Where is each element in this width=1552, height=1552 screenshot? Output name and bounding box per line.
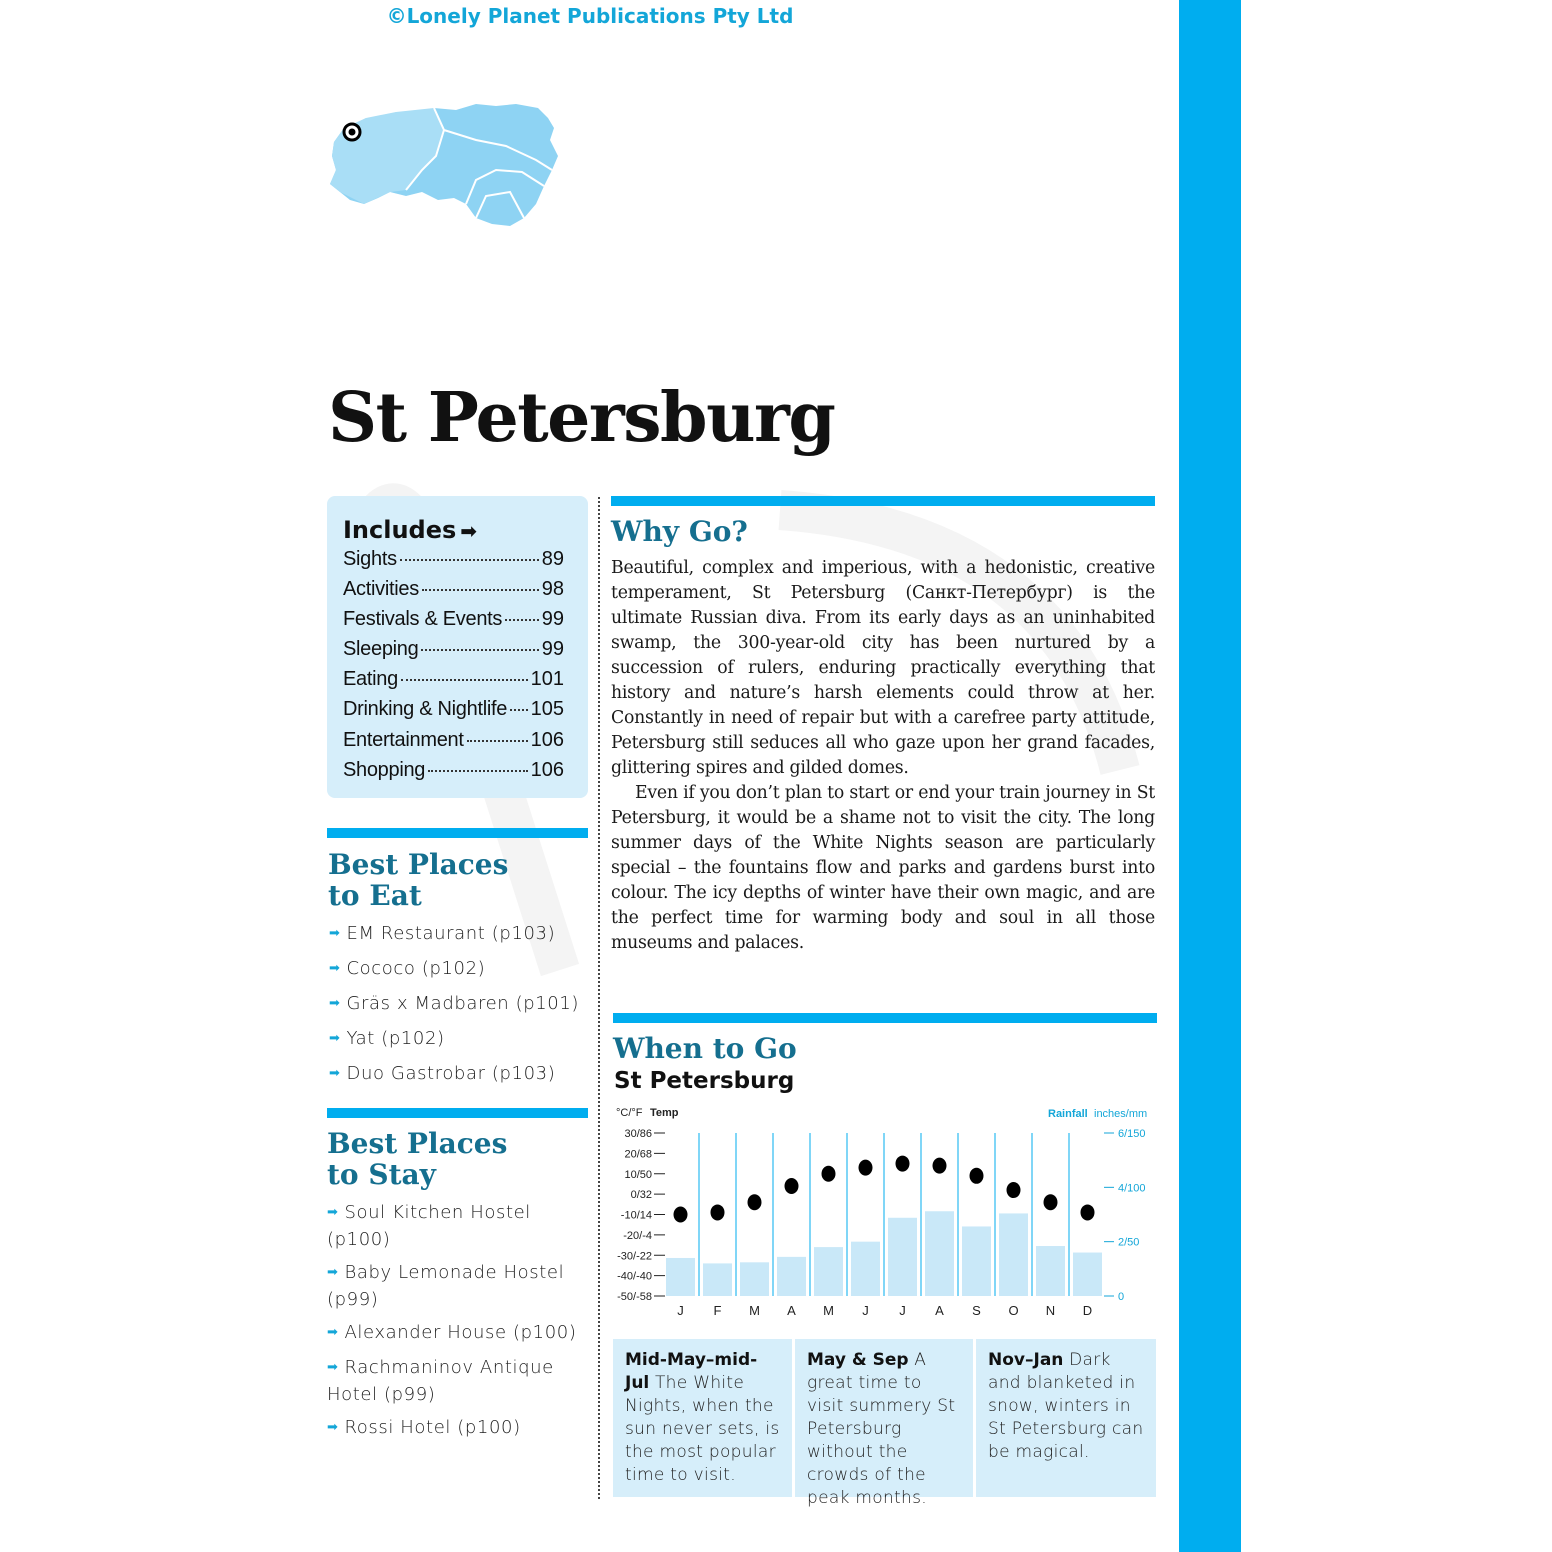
temp-dot	[896, 1156, 910, 1172]
includes-heading	[343, 516, 564, 544]
list-item[interactable]	[327, 1200, 591, 1252]
temp-tick-label: 20/68	[624, 1148, 652, 1161]
temp-dot	[1081, 1204, 1095, 1220]
temp-dot	[1044, 1194, 1058, 1210]
why-go-paragraph: Beautiful, complex and imperious, with a hedonistic, creative temperament, St Petersburg (Санкт-Петербург) is the ultimate Russian diva. From its early days as an uninhabited swamp, the 300-year-old city has been nurtured by a succession of rulers, enduring practically everything that history and nature’s harsh elements could throw at her. Constantly in need of repair but with a carefree party attitude, Petersburg still seduces all who gaze upon her grand facades, glittering spires and gilded domes.	[611, 558, 1155, 778]
temp-tick-label: -50/-58	[617, 1291, 652, 1303]
temp-tick-label: -40/-40	[617, 1270, 652, 1283]
leader-dots	[400, 559, 539, 561]
column-divider	[598, 497, 600, 1499]
rain-tick-label: 6/150	[1118, 1128, 1146, 1140]
rainfall-bar	[1036, 1246, 1065, 1296]
month-label: D	[1082, 1303, 1093, 1318]
includes-item[interactable]	[343, 578, 564, 608]
leader-dots	[505, 619, 539, 621]
arrow-bullet-icon: ➡	[327, 1265, 339, 1280]
temp-tick-label: 10/50	[624, 1168, 652, 1181]
list-item-text: Duo Gastrobar (p103)	[346, 1063, 556, 1084]
section-rule	[613, 1013, 1157, 1023]
arrow-right-icon: ➡	[460, 519, 478, 543]
includes-item-page: 106	[530, 728, 564, 751]
temp-dot	[859, 1160, 873, 1176]
includes-item-label: Sleeping	[343, 638, 419, 661]
leader-dots	[467, 740, 528, 742]
month-label: J	[862, 1303, 869, 1318]
season-title: Nov–Jan	[988, 1350, 1064, 1370]
list-item-text: Gräs x Madbaren (p101)	[346, 993, 580, 1014]
temp-tick-label: -10/14	[620, 1209, 652, 1222]
chart-layer	[616, 1107, 1147, 1318]
when-to-go-heading: When to Go	[613, 1032, 797, 1065]
list-item[interactable]	[327, 1260, 591, 1312]
temp-dot	[933, 1158, 947, 1174]
month-label: N	[1045, 1303, 1056, 1318]
month-label: A	[935, 1303, 944, 1318]
temp-tick-label: -20/-4	[623, 1229, 652, 1242]
temp-tick-label: 30/86	[624, 1128, 652, 1140]
list-item-text: Soul Kitchen Hostel (p100)	[327, 1202, 531, 1250]
best-stay-list	[327, 1200, 591, 1442]
season-title: May & Sep	[807, 1350, 909, 1370]
rainfall-bar	[703, 1263, 732, 1296]
russia-locator-map	[326, 100, 562, 232]
temp-axis-label: Temp	[650, 1107, 679, 1119]
why-go-paragraph: Even if you don’t plan to start or end your train journey in St Petersburg, it would be a shame not to visit the city. The long summer days of the White Nights season are particularly special – the fountains flow and parks and gardens burst into colour. The icy depths of winter have their own magic, and are the perfect time for warming body and soul in all those museums and palaces.	[611, 783, 1155, 953]
section-rule	[327, 828, 588, 838]
includes-item[interactable]	[343, 759, 564, 789]
rain-tick-label: 4/100	[1118, 1182, 1146, 1195]
leader-dots	[422, 589, 539, 591]
rain-axis-label: Rainfall	[1048, 1108, 1088, 1120]
month-label: J	[899, 1303, 906, 1318]
list-item[interactable]	[329, 1061, 591, 1088]
month-label: S	[972, 1303, 981, 1318]
season-box	[613, 1339, 792, 1497]
rainfall-bar	[888, 1218, 917, 1296]
arrow-bullet-icon: ➡	[329, 961, 341, 976]
list-item-text: EM Restaurant (p103)	[346, 923, 556, 944]
season-text: A great time to visit summery St Petersburg without the crowds of the peak months.	[807, 1350, 956, 1508]
list-item-text: Rossi Hotel (p100)	[344, 1417, 521, 1438]
why-go-body	[611, 556, 1155, 956]
rainfall-bar	[851, 1242, 880, 1296]
chart-city-label: St Petersburg	[614, 1068, 795, 1094]
list-item-text: Rachmaninov Antique Hotel (p99)	[327, 1357, 554, 1405]
heading-line: to Stay	[327, 1158, 436, 1191]
temp-dot	[748, 1194, 762, 1210]
includes-item-page: 106	[530, 758, 564, 781]
rain-axis-unit: inches/mm	[1094, 1108, 1148, 1120]
climate-chart	[606, 1100, 1162, 1322]
includes-item-page: 105	[530, 698, 564, 721]
temp-dot	[970, 1168, 984, 1184]
month-label: A	[787, 1303, 796, 1318]
list-item-text: Cococo (p102)	[346, 958, 486, 979]
season-box	[976, 1339, 1156, 1497]
temp-dot	[711, 1204, 725, 1220]
leader-dots	[421, 649, 538, 651]
temp-tick-label: -30/-22	[617, 1250, 652, 1263]
season-text: The White Nights, when the sun never sets, is the most popular time to visit.	[625, 1373, 780, 1485]
temp-tick-label: 0/32	[630, 1189, 652, 1202]
includes-item-label: Entertainment	[343, 728, 464, 751]
month-label: M	[749, 1303, 760, 1318]
list-item[interactable]	[327, 1355, 591, 1407]
season-text: Dark and blanketed in snow, winters in St Petersburg can be magical.	[988, 1350, 1144, 1462]
includes-item-label: Drinking & Nightlife	[343, 698, 508, 721]
arrow-bullet-icon: ➡	[327, 1420, 339, 1435]
side-color-bar	[1179, 0, 1241, 1552]
arrow-bullet-icon: ➡	[329, 1031, 341, 1046]
includes-item[interactable]	[343, 638, 564, 668]
temp-axis-unit: °C/°F	[616, 1107, 643, 1119]
includes-heading-label: Includes	[343, 516, 457, 544]
includes-item[interactable]	[343, 608, 564, 638]
rainfall-bar	[962, 1226, 991, 1296]
list-item[interactable]	[327, 1415, 591, 1442]
includes-item-label: Activities	[343, 578, 419, 601]
includes-item-page: 99	[541, 638, 564, 661]
list-item[interactable]	[329, 921, 591, 948]
section-rule	[327, 1108, 588, 1118]
includes-item[interactable]	[343, 548, 564, 578]
temp-dot	[1007, 1182, 1021, 1198]
list-item-text: Baby Lemonade Hostel (p99)	[327, 1262, 565, 1310]
includes-item[interactable]	[343, 698, 564, 728]
rainfall-bar	[814, 1247, 843, 1296]
arrow-bullet-icon: ➡	[329, 1066, 341, 1081]
includes-item-label: Eating	[343, 668, 398, 691]
includes-box	[327, 496, 588, 798]
includes-item-label: Shopping	[343, 758, 426, 781]
list-item[interactable]	[329, 956, 591, 983]
best-stay-heading	[327, 1128, 507, 1190]
arrow-bullet-icon: ➡	[327, 1205, 339, 1220]
best-eat-list	[329, 921, 591, 1088]
includes-item-label: Sights	[343, 548, 397, 570]
arrow-bullet-icon: ➡	[327, 1325, 339, 1340]
includes-list	[343, 548, 564, 789]
leader-dots	[510, 709, 528, 711]
copyright-notice: ©Lonely Planet Publications Pty Ltd	[386, 4, 794, 28]
list-item[interactable]	[327, 1320, 591, 1347]
rainfall-bar	[666, 1258, 695, 1296]
heading-line: Best Places	[328, 848, 509, 881]
includes-item-page: 89	[541, 548, 564, 570]
leader-dots	[401, 679, 528, 681]
temp-dot	[785, 1178, 799, 1194]
arrow-bullet-icon: ➡	[327, 1360, 339, 1375]
page-title: St Petersburg	[328, 378, 835, 458]
heading-line: Best Places	[327, 1127, 508, 1160]
rainfall-bar	[777, 1257, 806, 1296]
month-label: J	[677, 1303, 684, 1318]
rainfall-bar	[740, 1262, 769, 1296]
why-go-heading: Why Go?	[611, 515, 748, 548]
rain-tick-label: 0	[1118, 1291, 1125, 1303]
list-item[interactable]	[329, 1026, 591, 1053]
leader-dots	[428, 770, 528, 772]
rainfall-bar	[999, 1213, 1028, 1296]
includes-item-page: 98	[541, 578, 564, 601]
section-rule	[611, 496, 1155, 506]
rain-tick-label: 2/50	[1118, 1236, 1140, 1249]
rainfall-bar	[1073, 1253, 1102, 1296]
month-label: O	[1008, 1303, 1019, 1318]
includes-item[interactable]	[343, 729, 564, 759]
arrow-bullet-icon: ➡	[329, 926, 341, 941]
best-eat-heading	[328, 849, 508, 911]
season-title: Mid-May–mid-Jul	[625, 1350, 758, 1393]
temp-dot	[822, 1166, 836, 1182]
list-item-text: Alexander House (p100)	[344, 1322, 577, 1343]
list-item[interactable]	[329, 991, 591, 1018]
month-label: M	[823, 1303, 834, 1318]
month-label: F	[713, 1303, 722, 1318]
rainfall-bar	[925, 1211, 954, 1296]
temp-dot	[674, 1207, 688, 1223]
arrow-bullet-icon: ➡	[329, 996, 341, 1011]
includes-item-page: 99	[541, 608, 564, 631]
list-item-text: Yat (p102)	[346, 1028, 445, 1049]
season-box	[795, 1339, 973, 1508]
heading-line: to Eat	[328, 879, 422, 912]
includes-item-page: 101	[530, 668, 564, 691]
includes-item-label: Festivals & Events	[343, 608, 503, 631]
includes-item[interactable]	[343, 668, 564, 698]
